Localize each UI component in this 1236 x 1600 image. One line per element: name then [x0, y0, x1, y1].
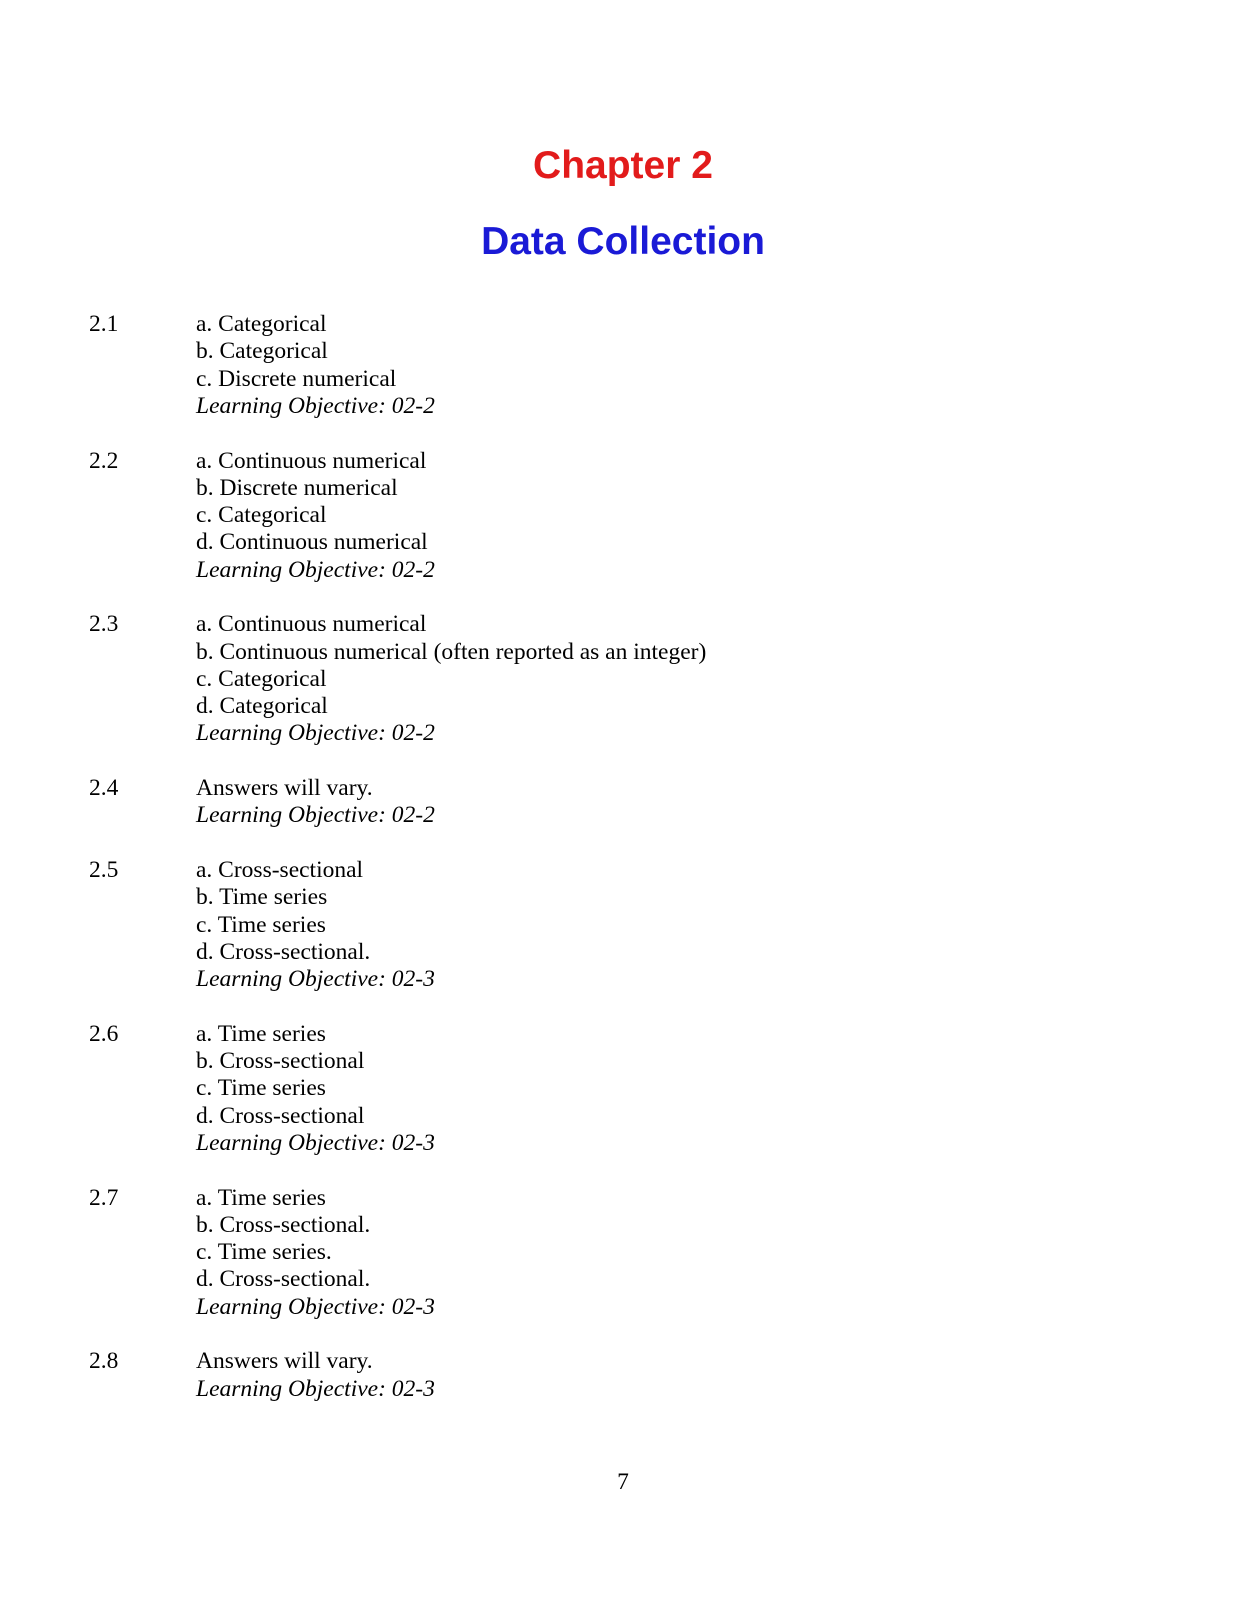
answer-line: d. Cross-sectional	[196, 1102, 365, 1129]
answer-number: 2.2	[89, 447, 119, 474]
answer-line: a. Time series	[196, 1184, 326, 1211]
answer-line: d. Cross-sectional.	[196, 938, 371, 965]
page-title: Data Collection	[481, 220, 765, 263]
learning-objective: Learning Objective: 02-2	[196, 556, 435, 583]
answer-number: 2.8	[89, 1348, 119, 1375]
answer-line: c. Time series	[196, 911, 326, 938]
learning-objective: Learning Objective: 02-3	[196, 1293, 435, 1320]
answer-line: a. Cross-sectional	[196, 857, 364, 883]
answer-line: d. Categorical	[196, 693, 328, 720]
answer-number: 2.5	[89, 857, 119, 883]
answer-line: Answers will vary.	[196, 1348, 373, 1375]
learning-objective: Learning Objective: 02-2	[196, 720, 435, 747]
answer-line: c. Time series	[196, 1075, 326, 1102]
page-number: 7	[617, 1469, 629, 1495]
answer-line: b. Discrete numerical	[196, 474, 398, 501]
answer-number: 2.4	[89, 775, 119, 802]
answer-line: b. Cross-sectional.	[196, 1211, 371, 1238]
answer-line: c. Categorical	[196, 665, 327, 692]
answer-line: b. Continuous numerical (often reported as an integer)	[196, 638, 707, 665]
answer-line: d. Cross-sectional.	[196, 1266, 371, 1293]
answer-line: c. Discrete numerical	[196, 365, 397, 392]
answer-line: d. Continuous numerical	[196, 529, 428, 556]
answer-line: a. Continuous numerical	[196, 447, 427, 474]
learning-objective: Learning Objective: 02-3	[196, 1375, 435, 1402]
answer-line: a. Continuous numerical	[196, 611, 427, 638]
answer-line: c. Categorical	[196, 502, 327, 529]
answer-line: c. Time series.	[196, 1239, 332, 1266]
learning-objective: Learning Objective: 02-2	[196, 392, 435, 419]
answer-number: 2.1	[89, 311, 119, 337]
learning-objective: Learning Objective: 02-2	[196, 802, 435, 829]
chapter-heading: Chapter 2	[533, 144, 713, 187]
answer-number: 2.3	[89, 611, 119, 638]
answer-line: b. Cross-sectional	[196, 1048, 365, 1075]
answer-line: a. Categorical	[196, 311, 327, 337]
answer-line: b. Time series	[196, 884, 328, 911]
answer-number: 2.7	[89, 1184, 119, 1211]
learning-objective: Learning Objective: 02-3	[196, 966, 435, 993]
answer-number: 2.6	[89, 1020, 119, 1047]
answer-line: b. Categorical	[196, 338, 328, 365]
learning-objective: Learning Objective: 02-3	[196, 1129, 435, 1156]
answer-line: a. Time series	[196, 1020, 326, 1047]
answer-line: Answers will vary.	[196, 775, 373, 802]
